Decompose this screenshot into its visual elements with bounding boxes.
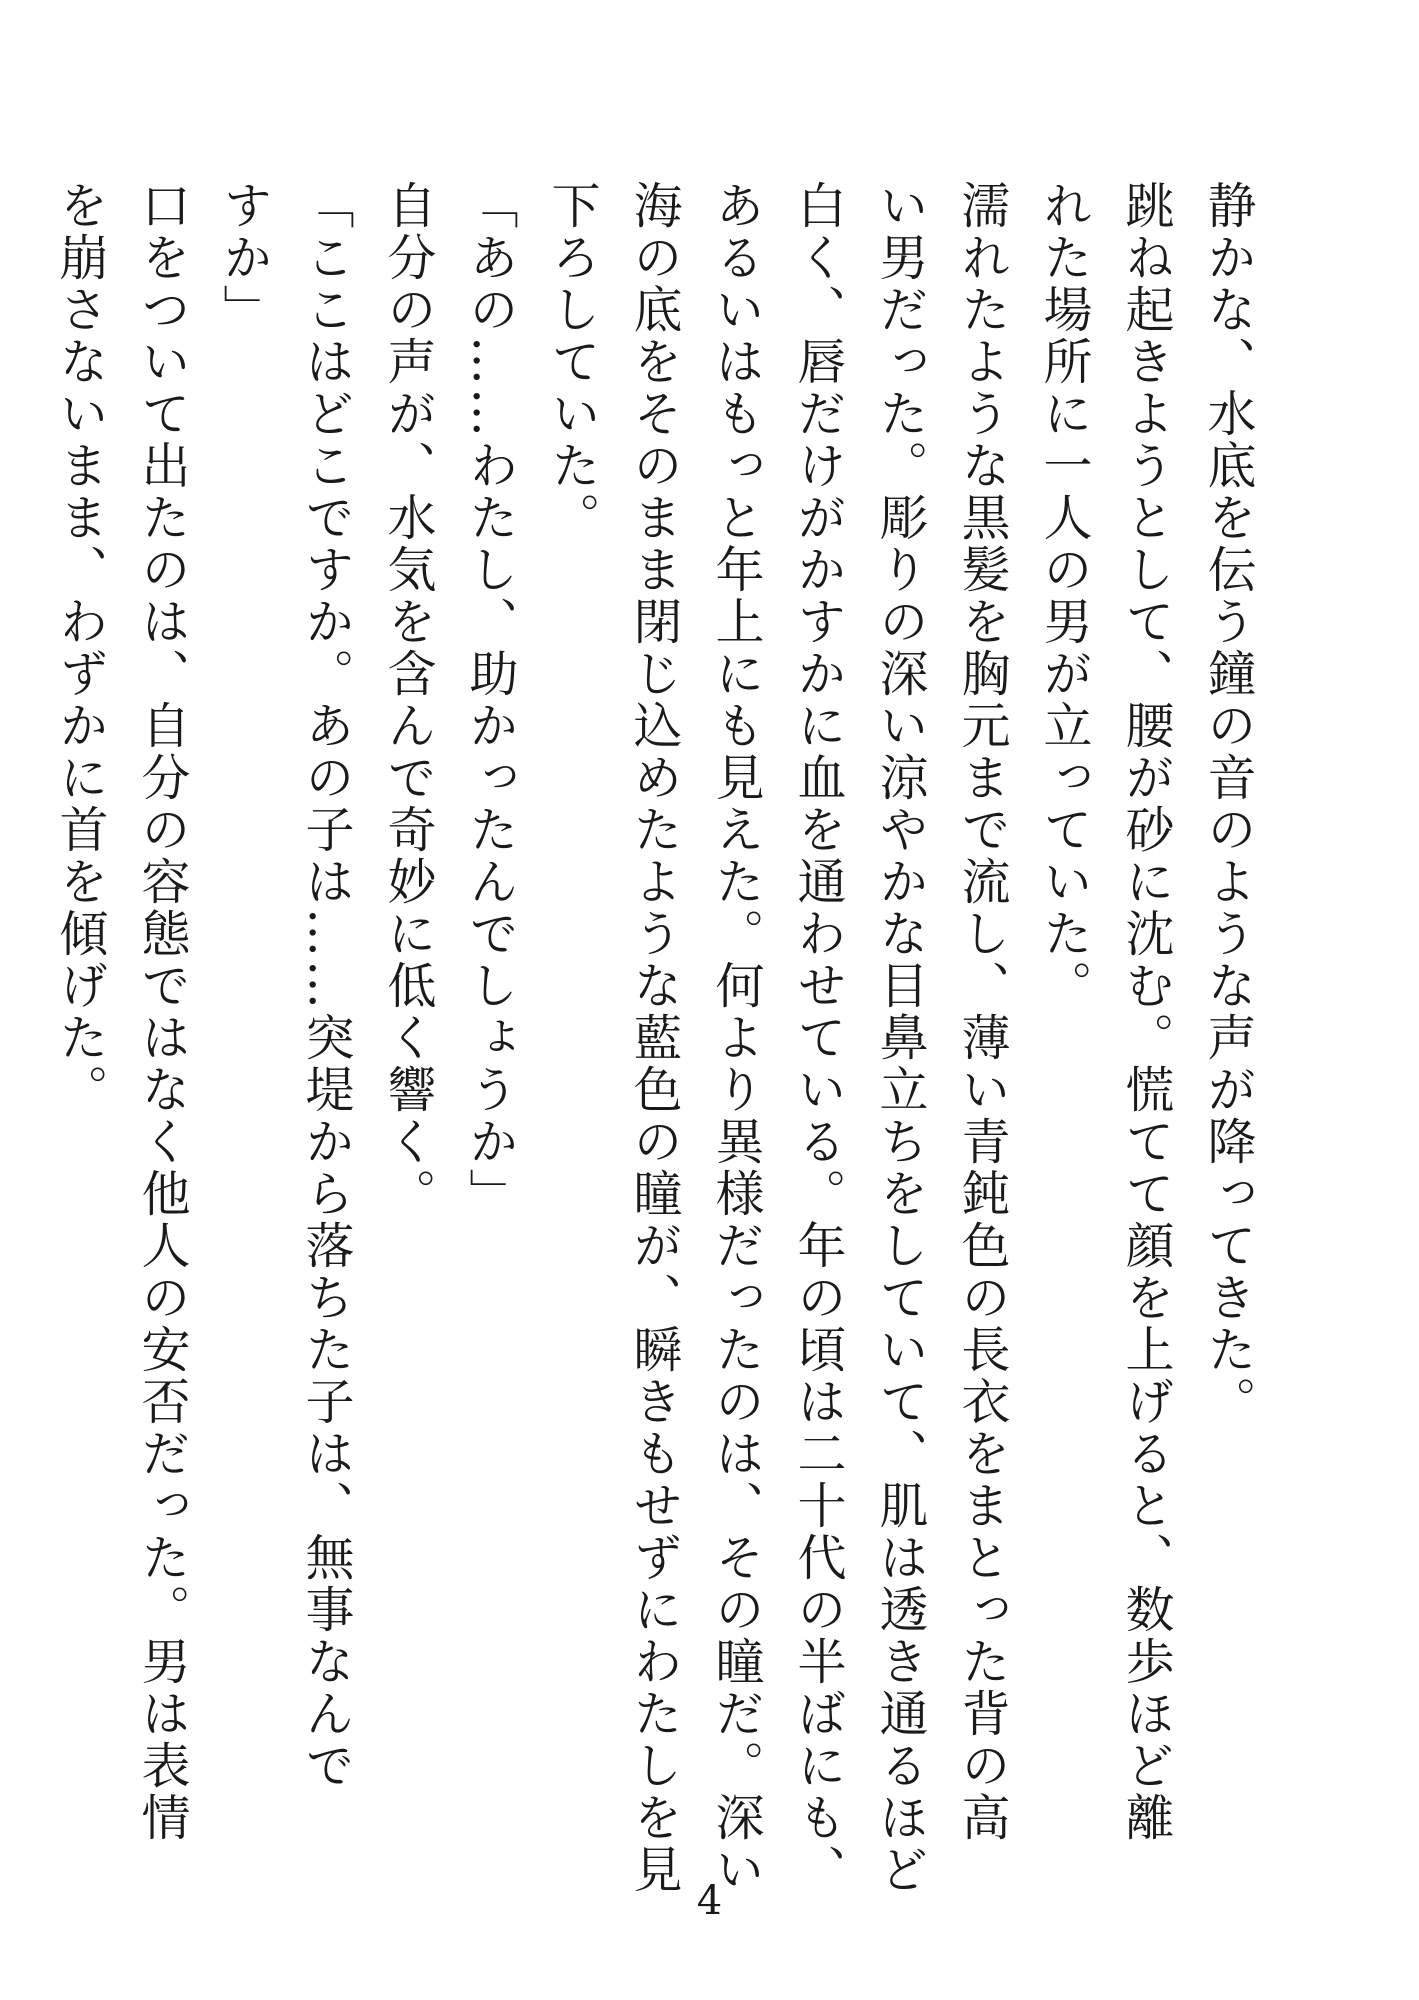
text-line: 静かな、水底を伝う鐘の音のような声が降ってきた。 [1200,180,1257,1428]
text-line: い男だった。彫りの深い涼やかな目鼻立ちをしていて、肌は透き通るほど [872,180,929,1896]
text-line: 海の底をそのまま閉じ込めたような藍色の瞳が、瞬きもせずにわたしを見 [626,180,683,1896]
text-line: 口をついて出たのは、自分の容態ではなく他人の安否だった。男は表情 [134,180,191,1844]
text-line: 「あの……わたし、助かったんでしょうか」 [462,180,519,1220]
text-line: 濡れたような黒髪を胸元まで流し、薄い青鈍色の長衣をまとった背の高 [954,180,1011,1844]
body-text [39,180,1269,1896]
text-line: 「ここはどこですか。あの子は……突堤から落ちた子は、無事なんで [298,180,355,1792]
text-line: を崩さないまま、わずかに首を傾げた。 [52,180,109,1116]
text-line: 下ろしていた。 [544,180,601,544]
text-line: あるいはもっと年上にも見えた。何より異様だったのは、その瞳だ。深い [708,180,765,1896]
page-number: 4 [696,1878,723,1924]
text-line: 白く、唇だけがかすかに血を通わせている。年の頃は二十代の半ばにも、 [790,180,847,1896]
text-line: れた場所に一人の男が立っていた。 [1036,180,1093,1012]
text-line: 跳ね起きようとして、腰が砂に沈む。慌てて顔を上げると、数歩ほど離 [1118,180,1175,1844]
text-line: 自分の声が、水気を含んで奇妙に低く響く。 [380,180,437,1220]
text-line: すか」 [216,180,273,336]
